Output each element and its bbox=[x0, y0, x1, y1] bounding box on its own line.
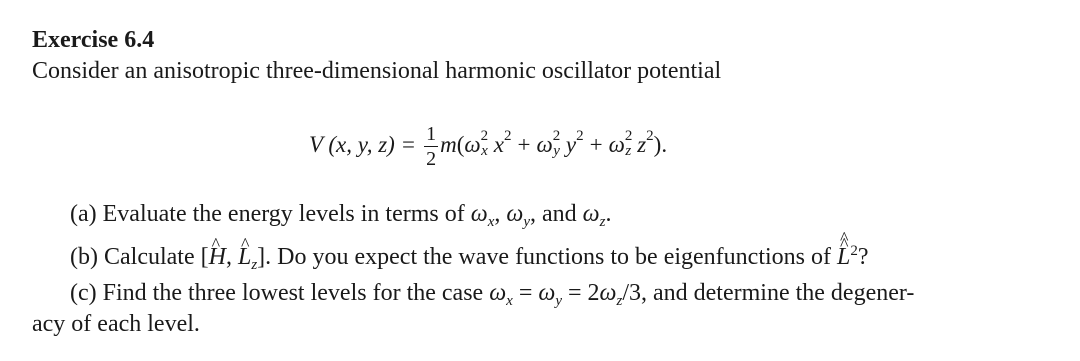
part-b-mid: ]. Do you expect the wave functions to be eigenfunctions of bbox=[257, 244, 837, 270]
l-squared-operator: ^ L ^ bbox=[837, 243, 850, 271]
omega-x-symbol: ω bbox=[470, 201, 488, 227]
part-a-sep1: , bbox=[494, 201, 507, 227]
omega-x-sub: x bbox=[481, 142, 488, 159]
exercise-heading: Exercise 6.4 bbox=[32, 27, 155, 53]
fraction-bar bbox=[424, 146, 438, 147]
part-c-eq: = bbox=[512, 280, 539, 306]
fraction-denominator: 2 bbox=[426, 147, 437, 170]
omega-x-sq: 2 bbox=[480, 127, 489, 144]
potential-equation bbox=[309, 115, 667, 175]
case-omega-z: ω bbox=[599, 280, 617, 306]
var-z: z bbox=[637, 132, 647, 157]
plus-2: + bbox=[589, 132, 603, 157]
omega-y: ω bbox=[536, 132, 553, 157]
exercise-intro: Consider an anisotropic three-dimensional harmonic oscillator potential bbox=[32, 58, 722, 84]
omega-y-sub: y bbox=[553, 142, 560, 159]
omega-y-symbol: ω bbox=[506, 201, 524, 227]
lz-subscript: z bbox=[251, 257, 258, 273]
x-sq: 2 bbox=[504, 127, 512, 144]
omega-z-sub: z bbox=[625, 142, 632, 159]
part-c-div: /3, and determine the degener- bbox=[622, 280, 915, 306]
y-sq: 2 bbox=[576, 127, 584, 144]
part-c-line1 bbox=[70, 279, 914, 310]
part-a bbox=[70, 200, 611, 231]
var-y: y bbox=[565, 132, 577, 157]
omega-z-sq: 2 bbox=[624, 127, 633, 144]
l-squared-exponent: 2 bbox=[850, 243, 858, 259]
omega-z: ω bbox=[608, 132, 625, 157]
case-omega-x-sub: x bbox=[506, 293, 513, 309]
omega-y-sq: 2 bbox=[552, 127, 561, 144]
close-paren: ). bbox=[653, 132, 668, 157]
case-omega-z-sub: z bbox=[616, 293, 623, 309]
plus-1: + bbox=[517, 132, 531, 157]
case-omega-y-sub: y bbox=[555, 293, 562, 309]
z-sq: 2 bbox=[646, 127, 654, 144]
part-b-comma: , bbox=[225, 244, 238, 270]
equation-lhs: V (x, y, z) = bbox=[309, 132, 417, 157]
lz-operator: ^ L bbox=[238, 243, 251, 271]
part-c-eq2: = 2 bbox=[561, 280, 600, 306]
omega-z-symbol: ω bbox=[582, 201, 600, 227]
part-a-end: . bbox=[605, 201, 612, 227]
fraction-numerator: 1 bbox=[426, 122, 437, 145]
part-c-prefix: (c) Find the three lowest levels for the case bbox=[70, 280, 490, 306]
var-x: x bbox=[493, 132, 505, 157]
case-omega-y: ω bbox=[538, 280, 556, 306]
mass-symbol: m bbox=[440, 132, 457, 157]
part-c-line2: acy of each level. bbox=[32, 311, 200, 337]
part-b bbox=[70, 243, 869, 274]
part-b-end: ? bbox=[857, 244, 869, 270]
omega-x: ω bbox=[464, 132, 481, 157]
omega-x-subscript: x bbox=[487, 214, 495, 230]
fraction-one-half bbox=[424, 123, 438, 170]
hamiltonian-operator: ^ H bbox=[209, 243, 226, 271]
part-b-prefix: (b) Calculate [ bbox=[70, 244, 209, 270]
open-paren: ( bbox=[456, 132, 465, 157]
part-a-sep2: , and bbox=[529, 201, 583, 227]
omega-y-subscript: y bbox=[523, 214, 530, 230]
case-omega-x: ω bbox=[489, 280, 507, 306]
part-a-prefix: (a) Evaluate the energy levels in terms of bbox=[70, 201, 471, 227]
omega-z-subscript: z bbox=[599, 214, 606, 230]
